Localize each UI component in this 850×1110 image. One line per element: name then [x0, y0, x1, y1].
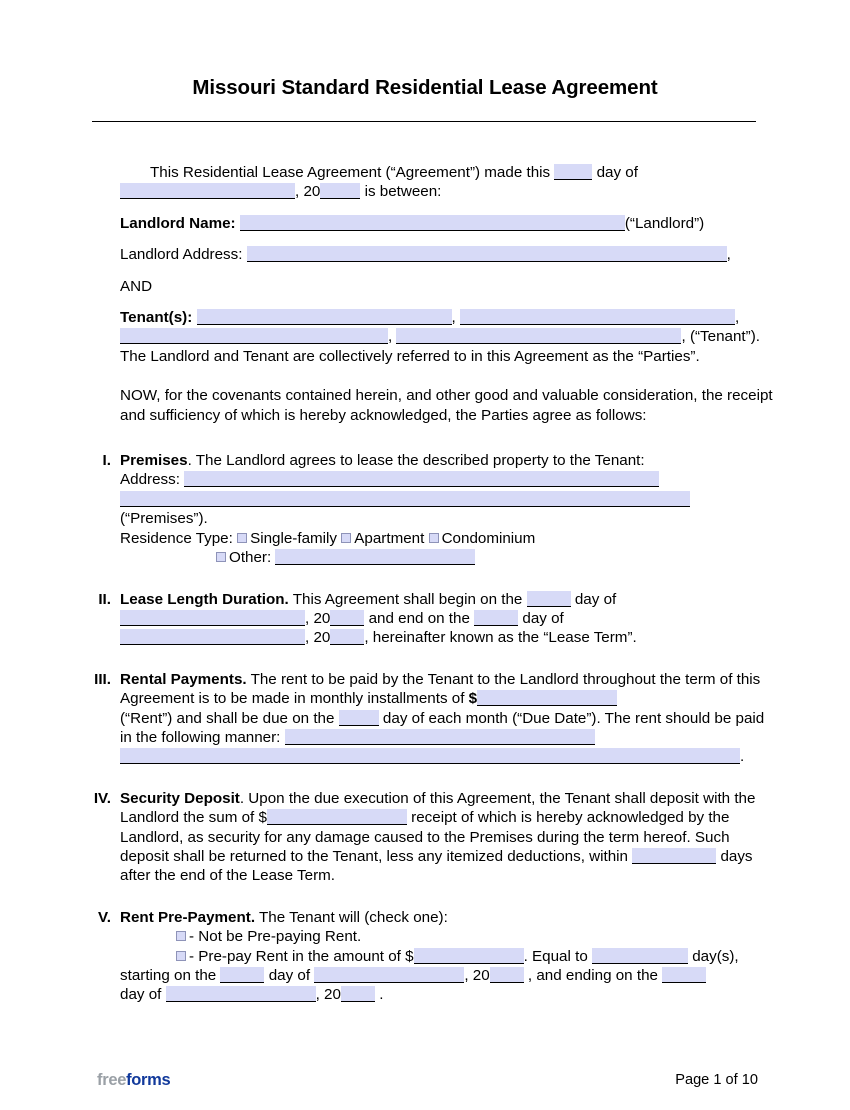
prepay-start-year-field[interactable]: [490, 967, 524, 983]
lease-begin-day-field[interactable]: [527, 591, 571, 607]
section-security-deposit-body: [120, 789, 775, 886]
section-rental-payments-numeral: III.: [94, 670, 111, 688]
freeforms-logo[interactable]: [97, 1071, 170, 1090]
label-condominium: Condominium: [441, 529, 536, 547]
intro-year-prefix: , 20: [295, 183, 321, 201]
prepay-amount-field[interactable]: [414, 948, 524, 964]
prepay-text-g: , and ending on the: [527, 967, 658, 984]
checkbox-prepay-rent[interactable]: [176, 951, 186, 961]
prepay-text-c: day(s),: [692, 947, 739, 965]
parties-paragraph: [75, 347, 775, 366]
lease-end-month-field[interactable]: [120, 629, 305, 645]
premises-suffix: (“Premises”).: [120, 510, 208, 528]
agreement-month-field[interactable]: [120, 183, 295, 199]
section-security-deposit-numeral: IV.: [93, 789, 111, 807]
parties-text: The Landlord and Tenant are collectively referred to in this Agreement as the “Parties”.: [120, 347, 700, 365]
lease-begin-month-field[interactable]: [120, 610, 305, 626]
now-paragraph: [75, 386, 775, 425]
prepay-text-h: day of: [120, 986, 162, 1004]
label-apartment: Apartment: [354, 529, 425, 547]
prepay-text-d: starting on the: [120, 967, 217, 984]
document-body: [75, 163, 775, 1005]
section-rental-payments-body: [120, 670, 775, 767]
section-premises: [75, 451, 775, 567]
prepay-text-b: . Equal to: [523, 947, 588, 965]
section-rental-payments-heading: Rental Payments.: [120, 670, 247, 688]
landlord-address-field[interactable]: [247, 246, 727, 262]
intro-line2-suffix: is between:: [364, 183, 442, 201]
residence-type-label: Residence Type:: [120, 529, 233, 547]
intro-line1-text: This Residential Lease Agreement (“Agreement”) made this: [150, 164, 551, 181]
security-deposit-text-c: days after the end of the Lease Term.: [120, 847, 753, 885]
rent-due-day-field[interactable]: [339, 710, 379, 726]
and-label: AND: [120, 277, 153, 295]
landlord-name-row: [75, 214, 775, 233]
logo-free-text: free: [97, 1071, 127, 1089]
prepay-text-i: , 20: [315, 986, 341, 1004]
prepay-end-month-field[interactable]: [166, 986, 316, 1002]
page-number: Page 1 of 10: [675, 1072, 758, 1088]
lease-begin-year-field[interactable]: [330, 610, 364, 626]
lease-length-text-d: and end on the: [368, 609, 470, 627]
section-security-deposit-heading: Security Deposit: [120, 789, 240, 807]
premises-address-label: Address:: [120, 471, 180, 489]
section-lease-length-numeral: II.: [98, 590, 111, 608]
lease-length-text-f: , 20: [305, 629, 331, 647]
prepay-text-e: day of: [268, 967, 311, 984]
section-security-deposit: [75, 789, 775, 886]
landlord-address-suffix: ,: [726, 246, 731, 264]
label-not-prepaying: - Not be Pre-paying Rent.: [189, 928, 362, 946]
label-other: Other:: [229, 549, 272, 567]
now-text: NOW, for the covenants contained herein, and other good and valuable consideration, the receipt and sufficiency of which is hereby acknowledged, the Parties agree as follows:: [120, 387, 773, 424]
checkbox-condominium[interactable]: [429, 533, 439, 543]
lease-length-text-a: This Agreement shall begin on the: [292, 590, 523, 608]
monthly-rent-field[interactable]: [477, 690, 617, 706]
section-lease-length: [75, 590, 775, 648]
prepay-end-day-field[interactable]: [662, 967, 706, 983]
tenants-label: Tenant(s):: [120, 309, 193, 327]
security-deposit-amount-field[interactable]: [267, 809, 407, 825]
section-rental-payments: [75, 670, 775, 767]
rental-payments-text-a: The rent to be paid by the Tenant to the Landlord throughout the term of this Agreement is to be made in monthly installments of: [120, 670, 761, 708]
premises-address-field-2[interactable]: [120, 491, 690, 507]
premises-address-field-1[interactable]: [184, 471, 659, 487]
prepay-days-field[interactable]: [592, 948, 688, 964]
prepay-start-day-field[interactable]: [220, 967, 264, 983]
section-rent-prepayment: [75, 908, 775, 1005]
tenants-suffix: (“Tenant”).: [689, 328, 760, 346]
and-row: [75, 277, 775, 296]
checkbox-apartment[interactable]: [341, 533, 351, 543]
tenants-sep-1: ,: [451, 309, 456, 327]
prepay-text-j: .: [379, 986, 384, 1004]
checkbox-single-family[interactable]: [237, 533, 247, 543]
rental-payments-text-d: .: [740, 748, 745, 766]
section-premises-heading-rest: . The Landlord agrees to lease the described property to the Tenant:: [187, 452, 645, 470]
tenants-row: [75, 308, 775, 347]
rent-dollar-sign: $: [468, 690, 478, 708]
lease-end-year-field[interactable]: [330, 629, 364, 645]
tenants-sep-2: ,: [734, 309, 740, 327]
security-deposit-return-days-field[interactable]: [632, 848, 716, 864]
prepay-end-year-field[interactable]: [341, 986, 375, 1002]
deposit-dollar-sign: $: [258, 809, 267, 827]
lease-end-day-field[interactable]: [474, 610, 518, 626]
agreement-year-field[interactable]: [320, 183, 360, 199]
section-premises-numeral: I.: [102, 452, 111, 470]
landlord-name-field[interactable]: [240, 215, 625, 231]
landlord-address-label: Landlord Address:: [120, 246, 243, 264]
rental-payments-text-c: day of each month (“Due Date”). The rent should be paid in the following manner:: [120, 709, 765, 746]
security-deposit-text-a: . Upon the due execution of this Agreement, the Tenant shall deposit with the Landlord the sum of: [120, 789, 756, 827]
tenant-field-3[interactable]: [120, 328, 388, 344]
tenant-field-2[interactable]: [460, 309, 735, 325]
tenants-sep-4: ,: [681, 328, 686, 346]
lease-length-text-g: , hereinafter known as the “Lease Term”.: [364, 629, 637, 647]
agreement-day-field[interactable]: [554, 164, 592, 180]
tenant-field-4[interactable]: [396, 328, 681, 344]
rental-payments-text-b: (“Rent”) and shall be due on the: [120, 709, 335, 727]
premises-other-field[interactable]: [275, 549, 475, 565]
section-premises-body: [120, 451, 775, 567]
section-rent-prepayment-body: [120, 908, 775, 1005]
lease-length-text-b: day of: [574, 590, 617, 608]
tenants-sep-3: ,: [388, 328, 393, 346]
rent-prepayment-text-a: The Tenant will (check one):: [259, 908, 448, 926]
prepay-start-month-field[interactable]: [314, 967, 464, 983]
rent-manner-field-1[interactable]: [285, 729, 595, 745]
page-title: Missouri Standard Residential Lease Agreement: [192, 76, 658, 99]
logo-forms-text: forms: [126, 1071, 171, 1089]
section-rent-prepayment-heading: Rent Pre-Payment.: [120, 908, 256, 926]
section-premises-heading: Premises: [120, 452, 188, 470]
label-single-family: Single-family: [250, 529, 338, 547]
landlord-name-label: Landlord Name:: [120, 214, 236, 232]
lease-length-text-e: day of: [522, 609, 564, 627]
checkbox-not-prepaying[interactable]: [176, 931, 186, 941]
prepay-dollar-sign: $: [405, 947, 414, 965]
rent-manner-field-2[interactable]: [120, 748, 740, 764]
checkbox-other[interactable]: [216, 552, 226, 562]
tenant-field-1[interactable]: [197, 309, 452, 325]
intro-paragraph: [75, 163, 775, 202]
section-lease-length-body: [120, 590, 775, 648]
landlord-address-row: [75, 245, 775, 264]
label-prepay-rent: - Pre-pay Rent in the amount of: [189, 947, 401, 965]
prepay-text-f: , 20: [464, 967, 490, 984]
security-deposit-text-b: receipt of which is hereby acknowledged by the Landlord, as security for any damage caused to the Premises during the term hereof. Such deposit shall be returned to the Tenant, less any itemized deductions, within: [120, 809, 730, 865]
landlord-name-suffix: (“Landlord”): [624, 214, 705, 232]
section-rent-prepayment-numeral: V.: [98, 908, 111, 926]
section-lease-length-heading: Lease Length Duration.: [120, 590, 289, 608]
lease-length-text-c: , 20: [305, 609, 331, 627]
title-divider: [92, 121, 756, 122]
intro-line1-suffix: day of: [596, 164, 638, 181]
